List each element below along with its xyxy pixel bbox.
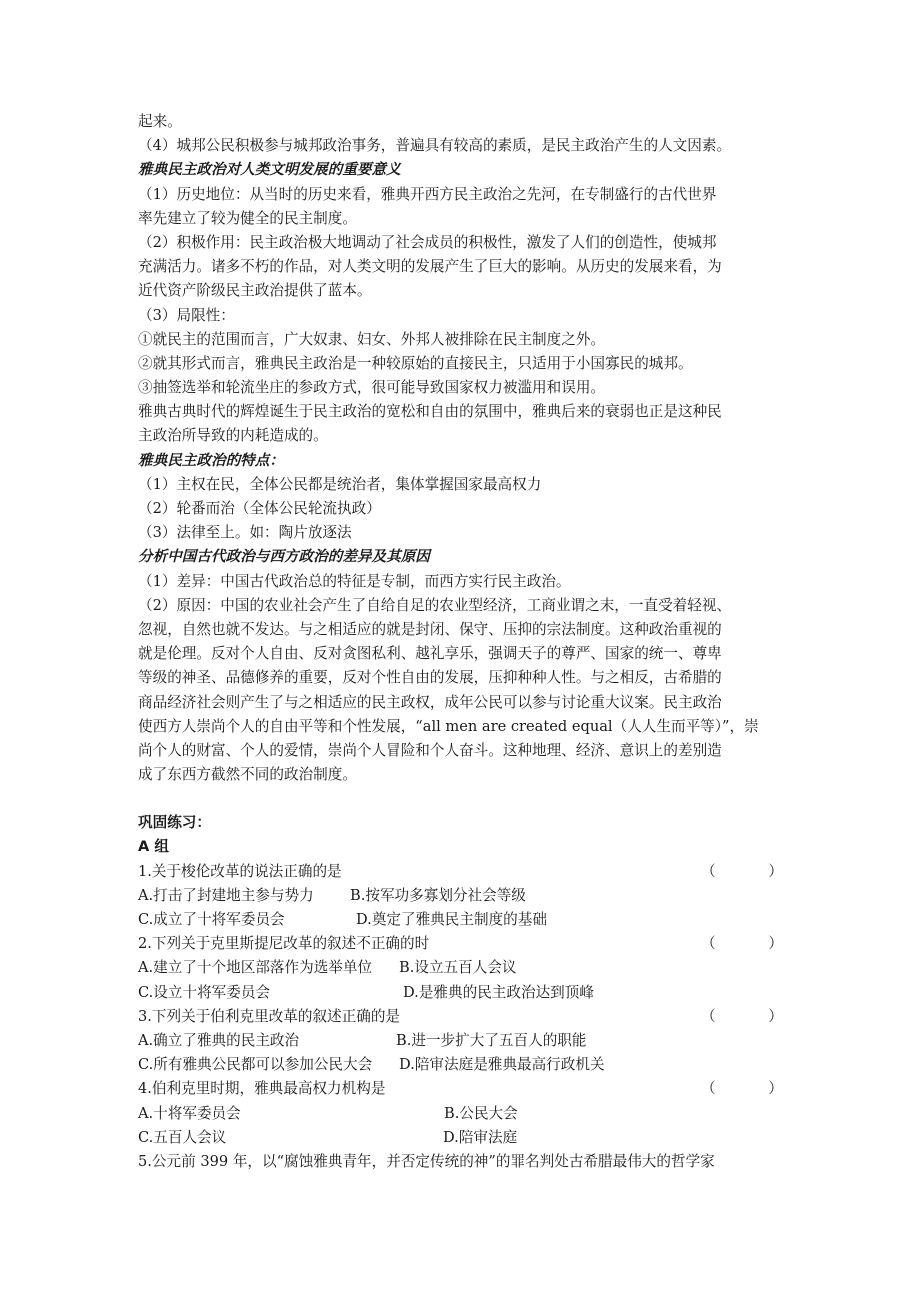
text-line: （3）局限性： [138, 306, 235, 324]
text-line: ③抽签选举和轮流坐庄的参政方式，很可能导致国家权力被滥用和误用。 [138, 379, 606, 397]
options-row [138, 884, 783, 908]
text-line: 近代资产阶级民主政治提供了蓝本。 [138, 282, 372, 300]
answer-blank[interactable] [701, 1005, 783, 1029]
text-line: 使西方人崇尚个人的自由平等和个性发展，“all men are created equal（人人生而平等）”，崇 [138, 717, 759, 735]
paren-close: ） [768, 862, 783, 880]
option-a: A.确立了雅典的民主政治 [138, 1031, 300, 1049]
text-line: （3）法律至上。如：陶片放逐法 [138, 524, 352, 542]
option-c: C.设立十将军委员会 [138, 983, 271, 1001]
question-4 [138, 1077, 783, 1101]
option-b: B.进一步扩大了五百人的职能 [396, 1031, 587, 1049]
text-line: （2）原因：中国的农业社会产生了自给自足的农业型经济，工商业谓之末，一直受着轻视、 [138, 596, 732, 614]
question-3 [138, 1005, 783, 1029]
option-d: D.奠定了雅典民主制度的基础 [356, 911, 547, 928]
option-d: D.陪审法庭 [443, 1128, 518, 1146]
document-page [138, 110, 783, 1174]
text-line: 主政治所导致的内耗造成的。 [138, 427, 328, 445]
option-c: C.成立了十将军委员会 [138, 911, 285, 928]
section-heading-analysis: 分析中国古代政治与西方政治的差异及其原因 [138, 548, 430, 566]
answer-blank[interactable] [701, 1077, 783, 1101]
text-line: 尚个人的财富、个人的爱情，崇尚个人冒险和个人奋斗。这种地理、经济、意识上的差别造 [138, 741, 722, 759]
options-row [138, 1053, 783, 1077]
text-line: 起来。 [138, 113, 182, 130]
paren-open: （ [701, 1080, 716, 1098]
text-line: 率先建立了较为健全的民主制度。 [138, 209, 357, 227]
text-line: 等级的神圣、品德修养的重要，反对个性自由的发展，压抑种种人性。与之相反，古希腊的 [138, 669, 722, 687]
section-heading-features: 雅典民主政治的特点： [138, 451, 284, 469]
options-row [138, 908, 783, 932]
question-text: 2.下列关于克里斯提尼改革的叙述不正确的时 [138, 935, 430, 953]
answer-blank[interactable] [701, 932, 783, 956]
option-c: C.五百人会议 [138, 1128, 227, 1146]
option-d: D.是雅典的民主政治达到顶峰 [403, 983, 594, 1001]
paren-open: （ [701, 1007, 716, 1025]
text-line: ②就其形式而言，雅典民主政治是一种较原始的直接民主，只适用于小国寡民的城邦。 [138, 354, 693, 372]
question-5: 5.公元前 399 年，以“腐蚀雅典青年，并否定传统的神”的罪名判处古希腊最伟大的哲学家 [138, 1152, 715, 1170]
option-b: B.设立五百人会议 [399, 959, 517, 977]
option-b: B.公民大会 [444, 1104, 518, 1122]
options-row [138, 981, 783, 1005]
group-label: A 组 [138, 838, 169, 856]
text-line: 商品经济社会则产生了与之相适应的民主政权，成年公民可以参与讨论重大议案。民主政治 [138, 693, 722, 711]
text-line: 忽视，自然也就不发达。与之相适应的就是封闭、保守、压抑的宗法制度。这种政治重视的 [138, 620, 722, 638]
text-line: （1）差异：中国古代政治总的特征是专制，而西方实行民主政治。 [138, 572, 571, 590]
question-1 [138, 860, 783, 884]
question-text: 4.伯利克里时期，雅典最高权力机构是 [138, 1080, 386, 1098]
option-a: A.打击了封建地主参与势力 [138, 886, 314, 904]
text-line: 充满活力。诸多不朽的作品，对人类文明的发展产生了巨大的影响。从历史的发展来看，为 [138, 258, 722, 276]
options-row [138, 1126, 783, 1150]
option-a: A.建立了十个地区部落作为选举单位 [138, 959, 373, 977]
text-line: （2）轮番而治（全体公民轮流执政） [138, 500, 381, 517]
paren-open: （ [701, 935, 716, 953]
question-text: 3.下列关于伯利克里改革的叙述正确的是 [138, 1007, 401, 1025]
option-b: B.按军功多寡划分社会等级 [350, 886, 526, 904]
paren-close: ） [768, 1080, 783, 1098]
option-d: D.陪审法庭是雅典最高行政机关 [399, 1056, 605, 1074]
question-text: 1.关于梭伦改革的说法正确的是 [138, 862, 342, 880]
options-row [138, 1102, 783, 1126]
paren-close: ） [768, 1007, 783, 1025]
text-line: ①就民主的范围而言，广大奴隶、妇女、外邦人被排除在民主制度之外。 [138, 330, 606, 348]
text-line: 雅典古典时代的辉煌诞生于民主政治的宽松和自由的氛围中，雅典后来的衰弱也正是这种民 [138, 403, 722, 421]
options-row [138, 1029, 783, 1053]
text-line: （2）积极作用：民主政治极大地调动了社会成员的积极性，激发了人们的创造性，使城邦 [138, 233, 717, 251]
answer-blank[interactable] [701, 860, 783, 884]
text-line: （1）主权在民，全体公民都是统治者，集体掌握国家最高权力 [138, 475, 542, 493]
options-row [138, 956, 783, 980]
paren-open: （ [701, 862, 716, 880]
section-heading-significance: 雅典民主政治对人类文明发展的重要意义 [138, 161, 401, 179]
spacer [138, 787, 783, 811]
option-c: C.所有雅典公民都可以参加公民大会 [138, 1056, 373, 1074]
question-2 [138, 932, 783, 956]
paren-close: ） [768, 935, 783, 953]
practice-title: 巩固练习： [138, 814, 211, 832]
text-line: （4）城邦公民积极参与城邦政治事务，普遍具有较高的素质，是民主政治产生的人文因素。 [138, 137, 732, 155]
text-line: 就是伦理。反对个人自由、反对贪图私利、越礼享乐，强调天子的尊严、国家的统一、尊卑 [138, 645, 722, 663]
option-a: A.十将军委员会 [138, 1104, 241, 1122]
text-line: 成了东西方截然不同的政治制度。 [138, 766, 357, 784]
text-line: （1）历史地位：从当时的历史来看，雅典开西方民主政治之先河，在专制盛行的古代世界 [138, 185, 717, 203]
